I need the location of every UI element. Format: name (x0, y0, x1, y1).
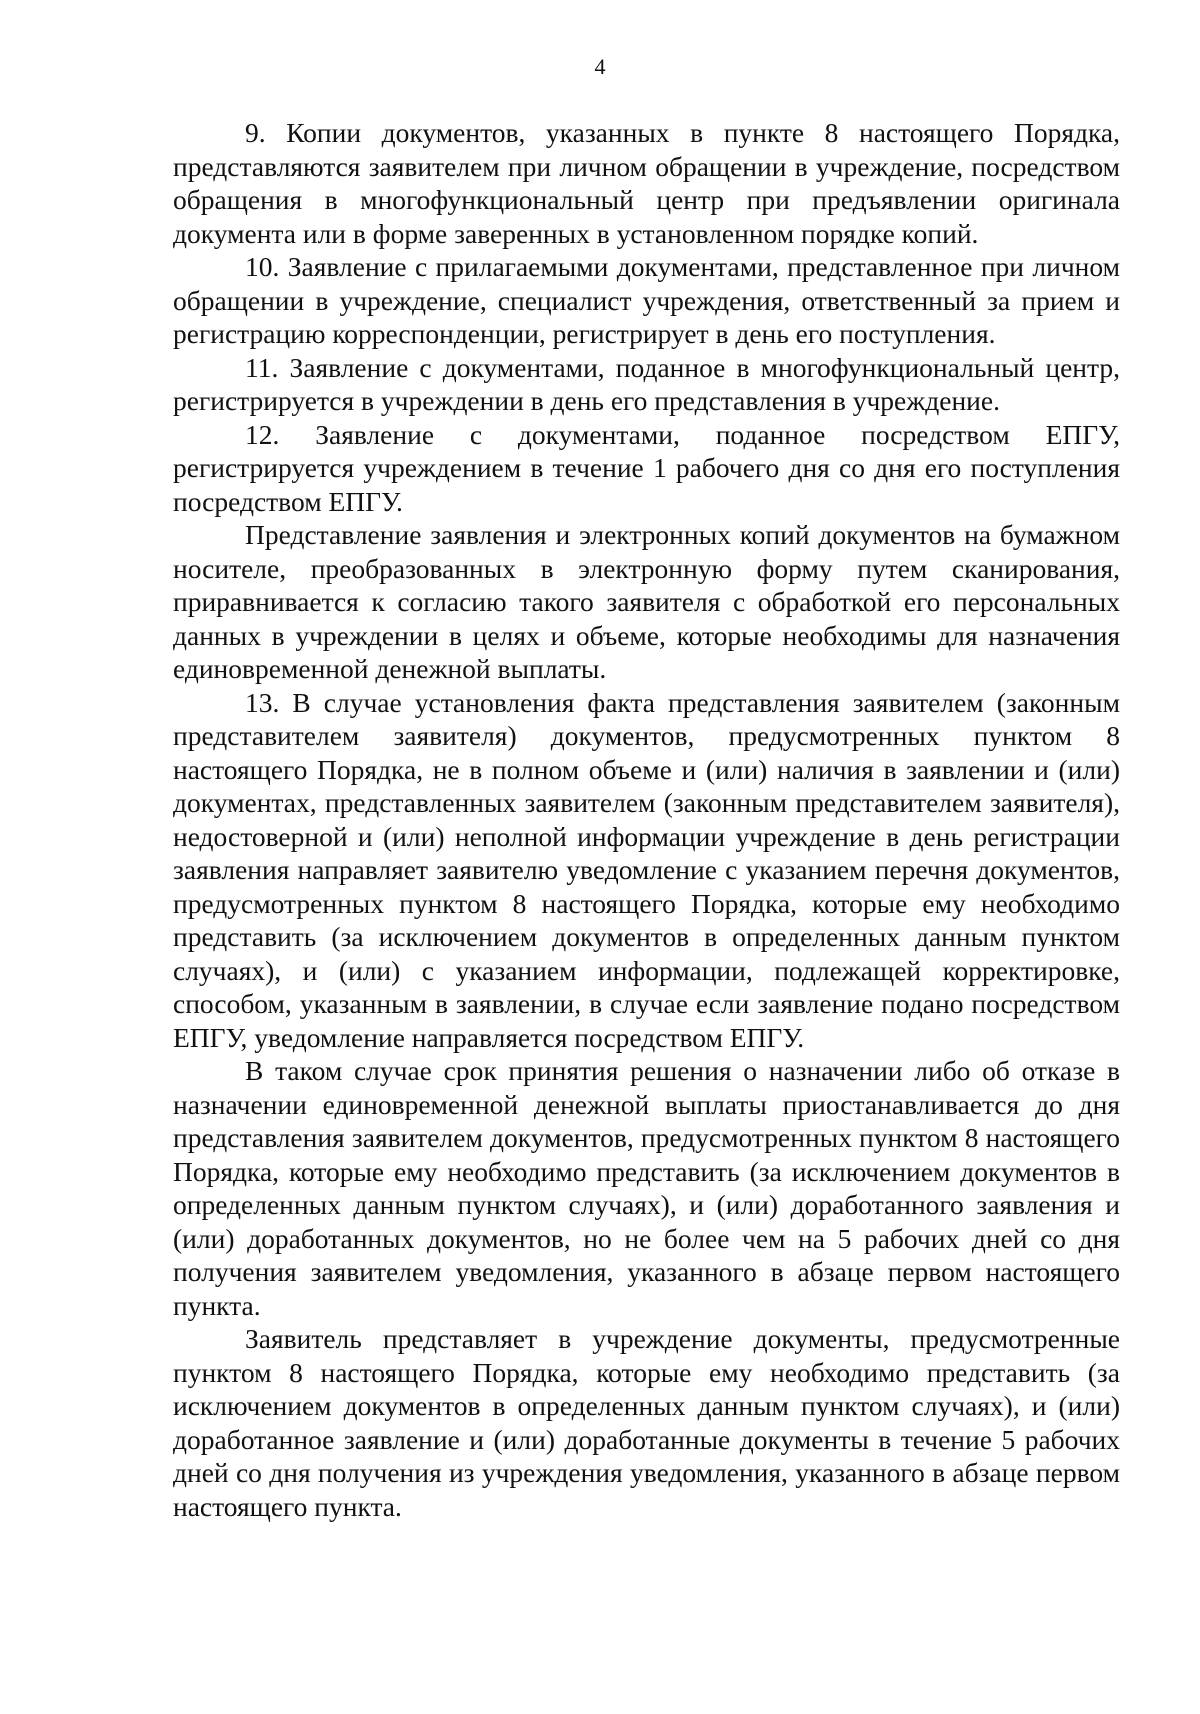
paragraph-item-10: 10. Заявление с прилагаемыми документами, представленное при личном обращении в учреждение, специалист учреждения, ответственный за прием и регистрацию корреспонденции, регистрирует в день его поступления. (173, 251, 1120, 349)
paragraph-item-12-continued: Представление заявления и электронных копий документов на бумажном носителе, преобразованных в электронную форму путем сканирования, приравнивается к согласию такого заявителя с обработкой его персональных данных в учреждении в целях и объеме, которые необходимы для назначения единовременной денежной выплаты. (173, 519, 1120, 684)
paragraph-item-12: 12. Заявление с документами, поданное посредством ЕПГУ, регистрируется учреждением в течение 1 рабочего дня со дня его поступления посредством ЕПГУ. (173, 418, 1120, 517)
paragraph-item-13: 13. В случае установления факта представления заявителем (законным представителем заявителя) документов, предусмотренных пунктом 8 настоящего Порядка, не в полном объеме и (или) наличия в заявлении и (или) документах, представленных заявителем (законным представителем заявителя), недостоверной и (или) неполной информации учреждение в день регистрации заявления направляет заявителю уведомление с указанием перечня документов, предусмотренных пунктом 8 настоящего Порядка, которые ему необходимо представить (за исключением документов в определенных данным пунктом случаях), и (или) с указанием информации, подлежащей корректировке, способом, указанным в заявлении, в случае если заявление подано посредством ЕПГУ, уведомление направляется посредством ЕПГУ. (173, 686, 1120, 1053)
paragraph-item-11: 11. Заявление с документами, поданное в многофункциональный центр, регистрируется в учреждении в день его представления в учреждение. (173, 351, 1120, 416)
paragraph-item-13-applicant-submission: Заявитель представляет в учреждение документы, предусмотренные пунктом 8 настоящего Порядка, которые ему необходимо представить (за исключением документов в определенных данным пунктом случаях), и (или) доработанное заявление и (или) доработанные документы в течение 5 рабочих дней со дня получения из учреждения уведомления, указанного в абзаце первом настоящего пункта. (173, 1323, 1120, 1522)
page-number: 4 (594, 54, 606, 79)
paragraph-item-13-suspension: В таком случае срок принятия решения о назначении либо об отказе в назначении единовременной денежной выплаты приостанавливается до дня представления заявителем документов, предусмотренных пунктом 8 настоящего Порядка, которые ему необходимо представить (за исключением документов в определенных данным пунктом случаях), и (или) доработанного заявления и (или) доработанных документов, но не более чем на 5 рабочих дней со дня получения заявителем уведомления, указанного в абзаце первом настоящего пункта. (173, 1055, 1120, 1321)
paragraph-item-9: 9. Копии документов, указанных в пункте 8 настоящего Порядка, представляются заявителем при личном обращении в учреждение, посредством обращения в многофункциональный центр при предъявлении оригинала документа или в форме заверенных в установленном порядке копий. (173, 117, 1120, 249)
document-body (173, 116, 1120, 1523)
